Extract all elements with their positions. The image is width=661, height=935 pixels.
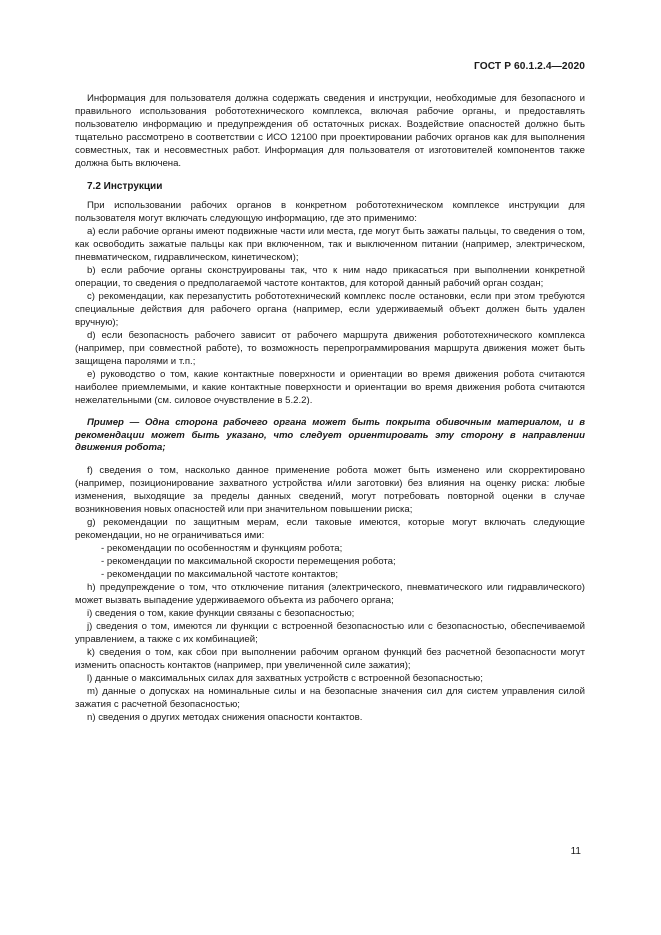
list-item-g: g) рекомендации по защитным мерам, если таковые имеются, которые могут включать следующие рекомендации, но не ограничиваться ими: xyxy=(75,516,585,541)
document-code-header: ГОСТ Р 60.1.2.4—2020 xyxy=(473,61,585,72)
list-item-i: i) сведения о том, какие функции связаны с безопасностью; xyxy=(87,607,355,619)
dash-item: - рекомендации по максимальной частоте контактов; xyxy=(101,568,339,580)
list-item-l: l) данные о максимальных силах для захватных устройств с встроенной безопасностью; xyxy=(87,672,483,684)
list-item-m: m) данные о допусках на номинальные силы и на безопасные значения сил для систем управления силой зажатия с расчетной безопасностью; xyxy=(75,685,585,710)
list-item-c: c) рекомендации, как перезапустить робототехнический комплекс после остановки, если при этом требуются специальные действия для рабочего органа (например, если удерживаемый объект должен быть удален вручную); xyxy=(75,291,585,328)
list-item-f: f) сведения о том, насколько данное применение робота может быть изменено или скорректировано (например, позиционирование захватного устройства и/или заготовки) без влияния на оценку риска: любые изменения, выходящие за пределы данных сведений, могут потребовать повторной оценки в случае возникновения новых опасностей или при значительном повышении риска; xyxy=(75,464,585,515)
list-item-e: e) руководство о том, какие контактные поверхности и ориентации во время движения робота считаются наиболее приемлемыми, и какие контактные поверхности и ориентации во время движения робота считаются нежелательными (см. силовое очувствление в 5.2.2). xyxy=(75,369,585,406)
example-note: Пример — Одна сторона рабочего органа может быть покрыта обивочным материалом, и в рекомендации может быть указано, что следует ориентировать эту сторону в направлении движения робота; xyxy=(75,417,585,453)
list-item-j: j) сведения о том, имеются ли функции с встроенной безопасностью или с безопасностью, обеспечиваемой управлением, а также с их комбинацией; xyxy=(75,620,585,645)
document-body xyxy=(75,92,585,724)
section-intro: При использовании рабочих органов в конкретном робототехническом комплексе инструкции для пользователя могут включать следующую информацию, где это применимо: xyxy=(75,200,585,224)
list-item-d: d) если безопасность рабочего зависит от рабочего маршрута движения робототехнического комплекса (например, при совместной работе), то возможность перепрограммирования маршрута движения может быть защищена паролями и т.п.; xyxy=(75,330,585,367)
list-item-b: b) если рабочие органы сконструированы так, что к ним надо прикасаться при выполнении конкретной операции, то сведения о предполагаемой частоте контактов, для которой данный рабочий орган создан; xyxy=(75,265,585,289)
section-title: 7.2 Инструкции xyxy=(87,181,163,192)
list-item-a: а) если рабочие органы имеют подвижные части или места, где могут быть зажаты пальцы, то сведения о том, как освободить зажатые пальцы как при включенном, так и выключенном питании (например, электрическом, пневматическом, гидравлическом, кинетическом); xyxy=(75,226,585,263)
list-item-n: n) сведения о других методах снижения опасности контактов. xyxy=(87,711,363,723)
list-item-k: k) сведения о том, как сбои при выполнении рабочим органом функций без расчетной безопасности могут изменить опасность контактов (например, при увеличенной силе зажатия); xyxy=(75,646,585,671)
dash-item: - рекомендации по максимальной скорости перемещения робота; xyxy=(101,555,396,567)
dash-item: - рекомендации по особенностям и функциям робота; xyxy=(101,542,343,554)
list-item-h: h) предупреждение о том, что отключение питания (электрического, пневматического или гидравлического) может вызвать выпадение удерживаемого объекта из рабочего органа; xyxy=(75,581,585,606)
page-number: 11 xyxy=(570,846,581,857)
intro-paragraph: Информация для пользователя должна содержать сведения и инструкции, необходимые для безопасного и правильного использования робототехнического комплекса, включая рабочие органы, и предоставлять пользователю информацию и предупреждения об остаточных рисках. Воздействие опасностей должно быть тщательно рассмотрено в соответствии с ИСО 12100 при проектировании рабочих органов как для выполнения совместных, так и несовместных работ. Информация для пользователя от изготовителей компонентов также должна быть включена. xyxy=(75,93,585,169)
